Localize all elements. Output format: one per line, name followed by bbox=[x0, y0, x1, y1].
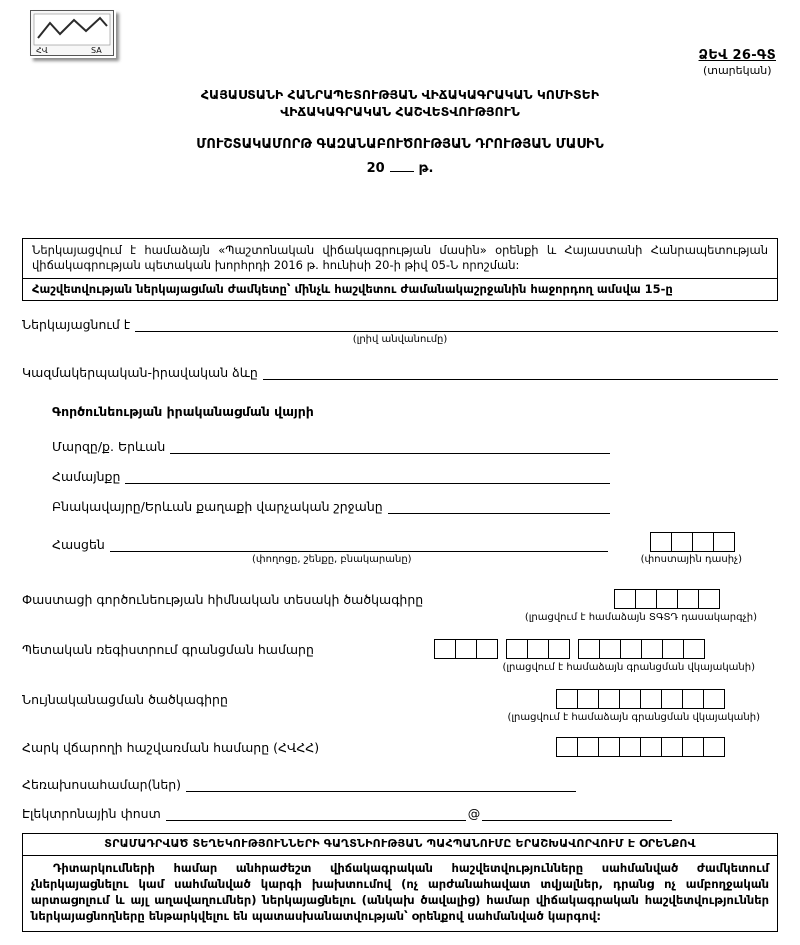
field-legal-form bbox=[22, 365, 778, 380]
email-domain-line[interactable] bbox=[482, 807, 672, 821]
postal-code-hint: (փոստային դասիչ) bbox=[640, 554, 742, 566]
field-identification-code bbox=[22, 689, 778, 723]
region-line[interactable] bbox=[170, 440, 610, 454]
state-register-boxes bbox=[434, 639, 705, 659]
code-box-cell[interactable] bbox=[650, 532, 672, 552]
code-box-cell[interactable] bbox=[455, 639, 477, 659]
logo-text-right: SA bbox=[91, 46, 102, 55]
community-label: Համայնքը bbox=[52, 469, 121, 485]
code-box-cell[interactable] bbox=[577, 689, 599, 709]
code-box-group bbox=[614, 589, 720, 609]
activity-code-boxes bbox=[614, 589, 720, 609]
code-box-cell[interactable] bbox=[641, 639, 663, 659]
code-box-cell[interactable] bbox=[661, 737, 683, 757]
code-box-cell[interactable] bbox=[682, 737, 704, 757]
armstat-logo-image bbox=[30, 10, 116, 58]
deadline-note: Հաշվետվության ներկայացման ժամկետը՝ մինչև հաշվետու ժամանակաշրջանին հաջորդող ամսվա 15-ը bbox=[22, 278, 778, 302]
legal-form-label: Կազմակերպական-իրավական ձևը bbox=[22, 365, 258, 381]
code-box-cell[interactable] bbox=[619, 689, 641, 709]
settlement-label: Բնակավայրը/Երևան քաղաքի վարչական շրջանը bbox=[52, 499, 383, 515]
form-code-block bbox=[699, 48, 776, 77]
code-box-group bbox=[556, 737, 725, 757]
code-box-cell[interactable] bbox=[671, 532, 693, 552]
code-box-group bbox=[434, 639, 498, 659]
settlement-line[interactable] bbox=[388, 500, 610, 514]
community-line[interactable] bbox=[125, 470, 610, 484]
phone-label: Հեռախոսահամար(ներ) bbox=[22, 777, 182, 793]
year-blank-line[interactable] bbox=[390, 160, 414, 172]
identification-code-label: Նույնականացման ծածկագիրը bbox=[22, 691, 228, 707]
title-subject: ՄՈՒՇՏԱԿԱՄՈՐԹ ԳԱԶԱՆԱԲՈՒԾՈՒԹՅԱՆ ԴՐՈՒԹՅԱՆ ՄԱՍԻՆ bbox=[196, 136, 604, 152]
title-report-type: ՎԻՃԱԿԱԳՐԱԿԱՆ ՀԱՇՎԵՏՎՈՒԹՅՈՒՆ bbox=[280, 103, 520, 119]
field-phone bbox=[22, 777, 778, 792]
confidentiality-banner: ՏՐԱՄԱԴՐՎԱԾ ՏԵՂԵԿՈՒԹՅՈՒՆՆԵՐԻ ԳԱՂՏՆԻՈՒԹՅԱՆ ՊԱՀՊԱՆՈՒՄԸ ԵՐԱՇԽԱՎՈՐՎՈՒՄ Է ՕՐԵՆՔՈՎ bbox=[22, 833, 778, 856]
code-box-cell[interactable] bbox=[692, 532, 714, 552]
code-box-cell[interactable] bbox=[703, 689, 725, 709]
form-header bbox=[22, 8, 778, 77]
armstat-logo bbox=[30, 10, 116, 58]
legal-form-line[interactable] bbox=[263, 366, 778, 380]
postal-code-boxes bbox=[650, 532, 735, 552]
code-box-group bbox=[650, 532, 735, 552]
form-titles bbox=[22, 87, 778, 176]
field-presented-by bbox=[22, 317, 778, 345]
code-box-cell[interactable] bbox=[598, 689, 620, 709]
code-box-group bbox=[556, 689, 725, 709]
code-box-cell[interactable] bbox=[619, 737, 641, 757]
code-box-cell[interactable] bbox=[598, 737, 620, 757]
region-label: Մարզը/ք. Երևան bbox=[52, 439, 166, 455]
code-box-cell[interactable] bbox=[556, 737, 578, 757]
field-tin bbox=[22, 737, 778, 757]
form-code: ՁԵՎ 26-ԳՏ bbox=[698, 48, 776, 63]
code-box-cell[interactable] bbox=[662, 639, 684, 659]
year-prefix: 20 bbox=[366, 160, 385, 176]
field-region bbox=[52, 439, 610, 454]
field-settlement bbox=[52, 499, 610, 514]
tin-label: Հարկ վճարողի հաշվառման համարը (ՀՎՀՀ) bbox=[22, 739, 320, 755]
code-box-cell[interactable] bbox=[527, 639, 549, 659]
field-activity-code bbox=[22, 589, 778, 623]
code-box-cell[interactable] bbox=[434, 639, 456, 659]
field-address bbox=[52, 532, 778, 565]
presented-by-label: Ներկայացնում է bbox=[22, 317, 131, 333]
code-box-cell[interactable] bbox=[635, 589, 657, 609]
identification-code-boxes bbox=[556, 689, 725, 709]
code-box-cell[interactable] bbox=[698, 589, 720, 609]
code-box-cell[interactable] bbox=[578, 639, 600, 659]
code-box-cell[interactable] bbox=[683, 639, 705, 659]
code-box-cell[interactable] bbox=[556, 689, 578, 709]
activity-code-label: Փաստացի գործունեության հիմնական տեսակի ծածկագիրը bbox=[22, 591, 424, 607]
activity-location-heading: Գործունեության իրականացման վայրի bbox=[52, 404, 314, 420]
presented-by-hint: (լրիվ անվանումը) bbox=[352, 334, 448, 346]
email-at-sign: @ bbox=[467, 806, 481, 822]
code-box-cell[interactable] bbox=[656, 589, 678, 609]
code-box-group bbox=[506, 639, 570, 659]
activity-code-hint: (լրացվում է համաձայն ՏԳՏԴ դասակարգչի) bbox=[524, 612, 757, 624]
code-box-cell[interactable] bbox=[640, 737, 662, 757]
email-local-line[interactable] bbox=[166, 807, 466, 821]
address-label: Հասցեն bbox=[52, 537, 105, 553]
year-suffix: թ. bbox=[418, 160, 434, 176]
code-box-cell[interactable] bbox=[506, 639, 528, 659]
code-box-cell[interactable] bbox=[703, 737, 725, 757]
code-box-cell[interactable] bbox=[548, 639, 570, 659]
address-line[interactable] bbox=[110, 538, 608, 552]
form-period: (տարեկան) bbox=[702, 64, 772, 77]
state-register-label: Պետական ռեգիստրում գրանցման համարը bbox=[22, 641, 314, 657]
field-state-register-number bbox=[22, 639, 778, 673]
title-committee: ՀԱՅԱՍՏԱՆԻ ՀԱՆՐԱՊԵՏՈՒԹՅԱՆ ՎԻՃԱԿԱԳՐԱԿԱՆ ԿՈՄԻՏԵԻ bbox=[200, 87, 600, 102]
logo-text-left: ՀՎ bbox=[36, 46, 48, 55]
code-box-cell[interactable] bbox=[682, 689, 704, 709]
code-box-cell[interactable] bbox=[677, 589, 699, 609]
code-box-cell[interactable] bbox=[661, 689, 683, 709]
liability-warning: Դիտարկումների համար անհրաժեշտ վիճակագրական հաշվետվությունները սահմանված ժամկետում չներկայացնելու կամ սահմանված կարգի խախտումով (ոչ արժանահավատ տվյալներ, դրանց ոչ ամբողջական արտացոլում և այլ աղավաղումներ) ներկայացնելու (անկախ ծավալից) համար վիճակագրական հաշվետվություններ ներկայացնողները ենթարկվելու են պատասխանատվության՝ օրենքով սահմանված կարգով: bbox=[22, 855, 778, 931]
phone-line[interactable] bbox=[186, 778, 576, 792]
field-community bbox=[52, 469, 610, 484]
form-fields bbox=[22, 317, 778, 821]
tin-boxes bbox=[556, 737, 725, 757]
email-label: Էլեկտրոնային փոստ bbox=[22, 806, 161, 822]
code-box-cell[interactable] bbox=[640, 689, 662, 709]
code-box-cell[interactable] bbox=[599, 639, 621, 659]
code-box-cell[interactable] bbox=[713, 532, 735, 552]
code-box-cell[interactable] bbox=[614, 589, 636, 609]
code-box-cell[interactable] bbox=[577, 737, 599, 757]
address-hint: (փողոցը, շենքը, բնակարանը) bbox=[252, 554, 412, 566]
state-register-hint: (լրացվում է համաձայն գրանցման վկայականի) bbox=[502, 662, 755, 674]
presented-by-line[interactable] bbox=[135, 318, 778, 332]
identification-code-hint: (լրացվում է համաձայն գրանցման վկայականի) bbox=[507, 712, 760, 724]
submission-basis-note: Ներկայացվում է համաձայն «Պաշտոնական վիճակագրության մասին» օրենքի և Հայաստանի Հանրապետության վիճակագրության պետական խորհրդի 2016 թ. հունիսի 20-ի թիվ 05-Ն որոշման: bbox=[22, 238, 778, 279]
code-box-cell[interactable] bbox=[620, 639, 642, 659]
code-box-cell[interactable] bbox=[476, 639, 498, 659]
title-year bbox=[22, 160, 778, 176]
field-email bbox=[22, 806, 778, 821]
code-box-group bbox=[578, 639, 705, 659]
